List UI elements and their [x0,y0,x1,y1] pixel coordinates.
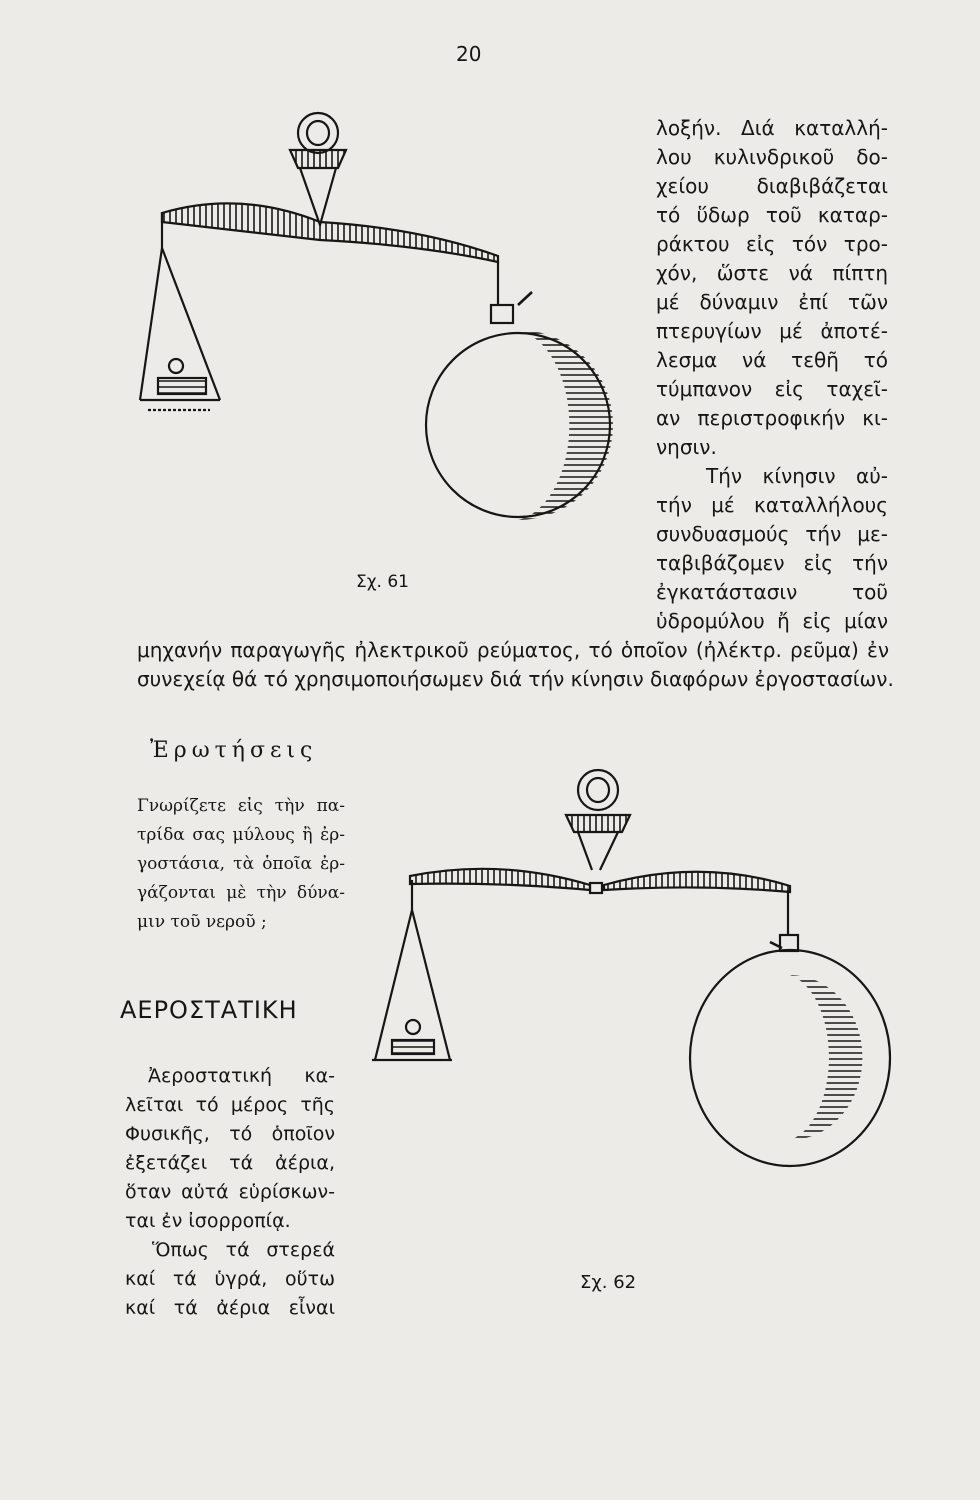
body-line: καί τά ὑγρά, οὕτω [125,1268,335,1290]
text-line: ὑδρομύλου ἤ εἰς μίαν [656,609,888,633]
questions-heading: Ἐρωτήσεις [150,738,318,763]
text-line: ταβιβάζομεν εἰς τήν [656,551,888,575]
question-line: τρίδα σας μύλους ἢ ἐρ- [137,825,345,845]
balance-beam-right [604,872,790,892]
question-line: γοστάσια, τὰ ὁποῖα ἐρ- [137,854,345,874]
text-line: μηχανήν παραγωγῆς ἠλεκτρικοῦ ρεύματος, τό ὁποῖον (ἠλέκτρ. ρεῦμα) ἐν [137,638,889,662]
question-line: γάζονται μὲ τὴν δύνα- [137,883,345,903]
question-line: Γνωρίζετε εἰς τὴν πα- [137,796,345,816]
text-line: χόν, ὥστε νά πίπτη [656,261,888,285]
hanging-ring-icon [578,770,618,810]
text-line: νησιν. [656,435,717,459]
text-line: συνεχείᾳ θά τό χρησιμοποιήσωμεν διά τήν κίνησιν διαφόρων ἐργοστασίων. [137,667,894,691]
text-line: ράκτου εἰς τόν τρο- [656,232,888,256]
text-line: λοξήν. Διά καταλλή- [656,116,888,140]
text-line: τύμπανον εἰς ταχεῖ- [656,377,888,401]
body-line: Ὅπως τά στερεά [152,1239,335,1261]
body-line: ὅταν αὐτά εὑρίσκων- [125,1181,335,1203]
balance-beam-left [410,869,590,890]
figure-62-balance [372,770,900,1166]
text-line: αν περιστροφικήν κι- [656,406,888,430]
hanging-ring-icon [298,113,338,153]
body-line: λεῖται τό μέρος τῆς [125,1094,335,1116]
body-line: Φυσικῆς, τό ὁποῖον [125,1123,335,1145]
body-line: ται ἐν ἰσορροπίᾳ. [125,1210,291,1232]
question-line: μιν τοῦ νεροῦ ; [137,912,267,932]
figure-62-caption: Σχ. 62 [580,1272,637,1293]
figure-61-caption: Σχ. 61 [356,572,410,592]
balance-beam [162,203,498,262]
text-line: τήν μέ καταλλήλους [656,493,888,517]
text-line: συνδυασμούς τήν με- [656,522,888,546]
text-line: λου κυλινδρικοῦ δο- [656,145,888,169]
text-line: ἐγκατάστασιν τοῦ [656,580,888,604]
text-line: χείου διαβιβάζεται [656,174,888,198]
body-line: Ἀεροστατική κα- [148,1065,335,1087]
figure-61-balance [140,113,620,530]
page-number: 20 [456,42,482,66]
left-pan-strings [375,910,450,1060]
weight-icon [392,1040,434,1054]
text-line: πτερυγίων μέ ἀποτέ- [656,319,888,343]
text-line: τό ὕδωρ τοῦ καταρ- [656,203,888,227]
text-line: λεσμα νά τεθῆ τό [656,348,888,372]
weight-icon [158,378,206,394]
body-line: καί τά ἀέρια εἶναι [125,1297,335,1319]
body-line: ἐξετάζει τά ἀέρια, [125,1152,335,1174]
section-title: ΑΕΡΟΣΤΑΤΙΚΗ [120,996,298,1024]
text-line: Τήν κίνησιν αὐ- [706,464,888,488]
text-line: μέ δύναμιν ἐπί τῶν [656,290,888,314]
